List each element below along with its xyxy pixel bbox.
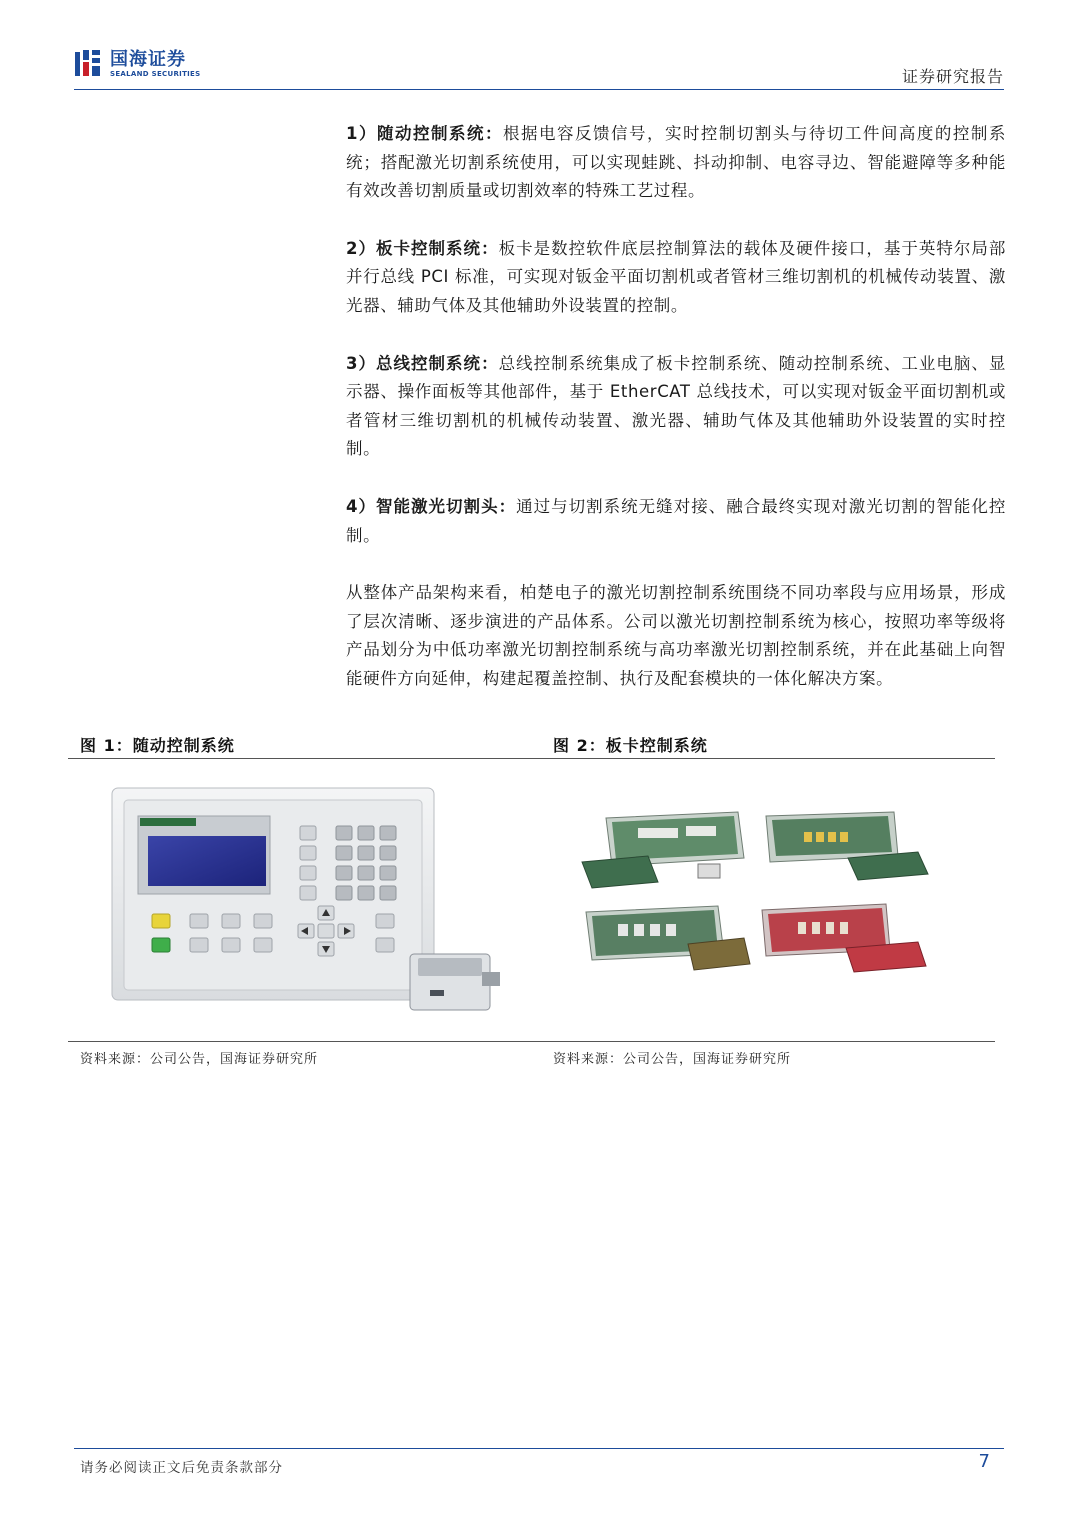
figure-1-source: 资料来源：公司公告，国海证券研究所 xyxy=(80,1052,319,1067)
body-text xyxy=(346,120,1006,723)
report-type-label: 证券研究报告 xyxy=(901,67,1004,86)
paragraph-lead: 2）板卡控制系统： xyxy=(346,238,499,258)
page-header xyxy=(74,40,1004,92)
paragraph-lead: 4）智能激光切割头： xyxy=(346,496,517,516)
paragraph-text: 总线控制系统集成了板卡控制系统、随动控制系统、工业电脑、显示器、操作面板等其他部件，基于 EtherCAT 总线技术，可以实现对钣金平面切割机或者管材三维切割机的机械传动装置、激光器、辅助气体及其他辅助外设装置的实时控制。 xyxy=(346,353,1006,459)
paragraph-board-control xyxy=(346,235,1006,321)
paragraph-text: 从整体产品架构来看，柏楚电子的激光切割控制系统围绕不同功率段与应用场景，形成了层次清晰、逐步演进的产品体系。公司以激光切割控制系统为核心，按照功率等级将产品划分为中低功率激光切割控制系统与高功率激光切割控制系统，并在此基础上向智能硬件方向延伸，构建起覆盖控制、执行及配套模块的一体化解决方案。 xyxy=(346,583,1006,688)
footer-divider xyxy=(74,1448,1004,1449)
paragraph-lead: 3）总线控制系统： xyxy=(346,353,499,373)
header-divider xyxy=(74,89,1004,90)
logo-text-en: SEALAND SECURITIES xyxy=(110,69,201,78)
paragraph-text: 根据电容反馈信号，实时控制切割头与待切工件间高度的控制系统；搭配激光切割系统使用，可以实现蛙跳、抖动抑制、电容寻边、智能避障等多种能有效改善切割质量或切割效率的特殊工艺过程。 xyxy=(346,124,1006,201)
paragraph-summary xyxy=(346,579,1006,693)
paragraph-bus-control xyxy=(346,350,1006,464)
disclaimer-note: 请务必阅读正文后免责条款部分 xyxy=(80,1460,283,1476)
page-number: 7 xyxy=(978,1451,990,1472)
figure-2-source: 资料来源：公司公告，国海证券研究所 xyxy=(553,1052,792,1067)
figure-1-image xyxy=(110,782,510,1022)
logo-mark-icon xyxy=(74,48,102,80)
figure-2-image xyxy=(578,800,938,1000)
figure-2-title: 图 2：板卡控制系统 xyxy=(553,736,708,755)
figure-top-rule xyxy=(68,758,995,759)
figure-1-title: 图 1：随动控制系统 xyxy=(80,736,235,755)
paragraph-cutting-head xyxy=(346,493,1006,550)
paragraph-lead: 1）随动控制系统： xyxy=(346,124,503,143)
paragraph-follow-control xyxy=(346,120,1006,206)
paragraph-text: 板卡是数控软件底层控制算法的载体及硬件接口，基于英特尔局部并行总线 PCI 标准，可实现对钣金平面切割机或者管材三维切割机的机械传动装置、激光器、辅助气体及其他辅助外设装置的控制。 xyxy=(346,238,1006,315)
paragraph-text: 通过与切割系统无缝对接、融合最终实现对激光切割的智能化控制。 xyxy=(346,496,1006,545)
company-logo xyxy=(74,44,200,84)
logo-text-cn: 国海证券 xyxy=(110,48,186,70)
figure-bottom-rule xyxy=(68,1041,995,1042)
